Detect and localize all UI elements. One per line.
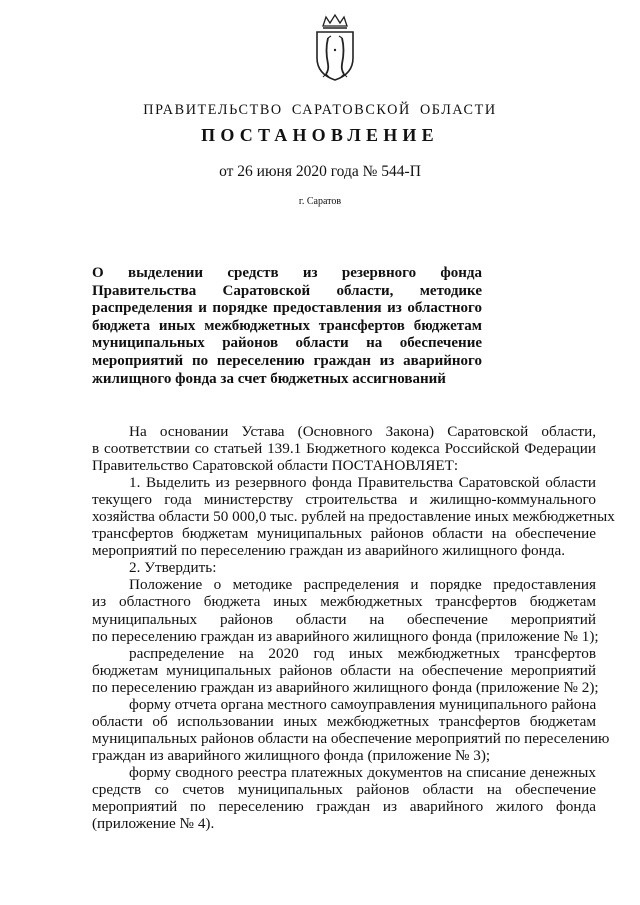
body-line: по переселению граждан из аварийного жилищного фонда (приложение № 1); (92, 627, 599, 645)
document-body (92, 423, 615, 833)
body-line: хозяйства области 50 000,0 тыс. рублей на предоставление иных межбюджетных (92, 508, 615, 526)
body-line: муниципальных районов области на обеспечение мероприятий (92, 610, 596, 628)
body-line: Правительство Саратовской области ПОСТАНОВЛЯЕТ: (92, 457, 459, 475)
body-line: по переселению граждан из аварийного жилищного фонда (приложение № 2); (92, 678, 599, 696)
title-line: распределения и порядке предоставления из областного (92, 300, 482, 317)
body-line: мероприятий по переселению граждан из аварийного жилищного фонда. (92, 542, 565, 560)
title-line: жилищного фонда за счет бюджетных ассигнований (92, 370, 446, 387)
body-line: На основании Устава (Основного Закона) Саратовской области, (129, 423, 596, 440)
body-line: 1. Выделить из резервного фонда Правительства Саратовской области (129, 474, 596, 492)
body-line: 2. Утвердить: (129, 559, 217, 577)
body-line: граждан из аварийного жилищного фонда (приложение № 3); (92, 746, 491, 764)
body-line: в соответствии со статьей 139.1 Бюджетного кодекса Российской Федерации (92, 440, 596, 458)
document-title (92, 265, 482, 388)
government-name: ПРАВИТЕЛЬСТВО САРАТОВСКОЙ ОБЛАСТИ (143, 102, 497, 118)
title-line: О выделении средств из резервного фонда (92, 265, 482, 281)
title-line: бюджета иных межбюджетных трансфертов бюджетам (92, 317, 482, 334)
body-line: форму сводного реестра платежных документов на списание денежных (129, 763, 596, 781)
body-line: из областного бюджета иных межбюджетных трансфертов бюджетам (92, 593, 596, 611)
body-line: средств со счетов муниципальных районов области на обеспечение (92, 780, 596, 798)
body-line: текущего года министерству строительства и жилищно-коммунального (92, 491, 596, 509)
body-line: распределение на 2020 год иных межбюджетных трансфертов (129, 644, 596, 662)
saratov-coat-of-arms-emblem (311, 14, 359, 84)
body-line: (приложение № 4). (92, 815, 215, 833)
document-type-heading: ПОСТАНОВЛЕНИЕ (201, 125, 439, 145)
body-line: области об использовании иных межбюджетных трансфертов бюджетам (92, 712, 596, 730)
body-line: муниципальных районов области на обеспечение мероприятий по переселению (92, 729, 610, 747)
body-line: форму отчета органа местного самоуправления муниципального района (129, 695, 597, 713)
document-city: г. Саратов (298, 196, 342, 207)
title-line: муниципальных районов области на обеспечение (92, 335, 482, 352)
body-line: бюджетам муниципальных районов области на обеспечение мероприятий (92, 661, 596, 679)
title-line: Правительства Саратовской области, методике (92, 282, 482, 299)
body-line: трансфертов бюджетам муниципальных районов области на обеспечение (92, 525, 596, 543)
document-date-number: от 26 июня 2020 года № 544-П (219, 163, 421, 180)
title-line: мероприятий по переселению граждан из аварийного (92, 352, 482, 369)
body-line: Положение о методике распределения и порядке предоставления (129, 576, 596, 594)
body-line: мероприятий по переселению граждан из аварийного жилого фонда (92, 798, 596, 816)
